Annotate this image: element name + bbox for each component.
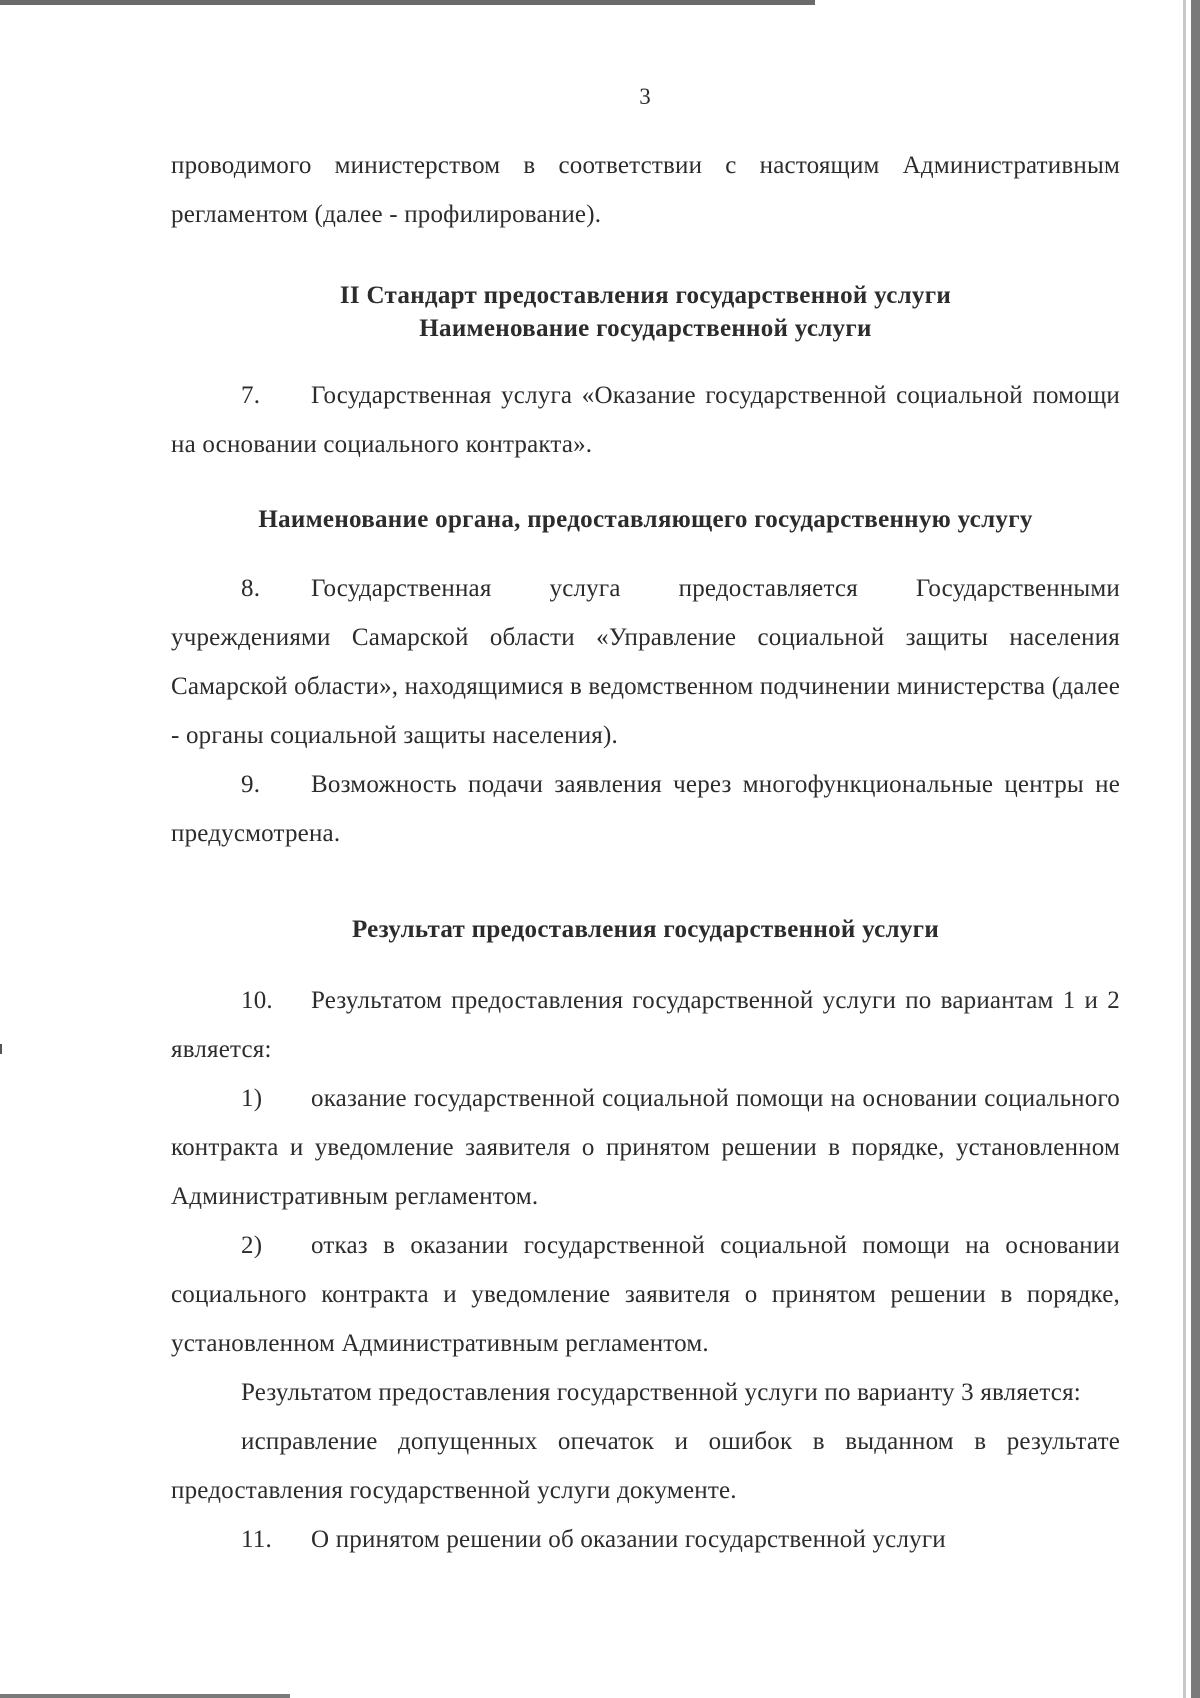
paragraph-continuation: проводимого министерством в соответствии с настоящим Административным регламентом (далее - профилирование). bbox=[171, 152, 1120, 228]
section-subheading: Наименование государственной услуги bbox=[419, 315, 872, 342]
item-text: Возможность подачи заявления через многофункциональные центры не предусмотрена. bbox=[171, 771, 1120, 847]
item-7 bbox=[171, 371, 1120, 469]
page-number: 3 bbox=[639, 84, 651, 109]
item-number: 10. bbox=[241, 987, 273, 1014]
item-10 bbox=[171, 976, 1120, 1074]
item-text: Результатом предоставления государственной услуги по вариантам 1 и 2 является: bbox=[171, 987, 1120, 1063]
item-text: Государственная услуга предоставляется Государственными учреждениями Самарской области «Управление социальной защиты населения Самарской области», находящимися в ведомственном подчинении министерства (далее - органы социальной защиты населения). bbox=[171, 575, 1120, 749]
subitem-text: отказ в оказании государственной социальной помощи на основании социального контракта и уведомление заявителя о принятом решении в порядке, установленном Административным регламентом. bbox=[171, 1232, 1120, 1357]
scan-edge-right bbox=[1191, 0, 1200, 1698]
result-variant-3: Результатом предоставления государственной услуги по варианту 3 является: bbox=[241, 1379, 1081, 1406]
scan-edge-right-inner bbox=[1183, 0, 1186, 1698]
item-text: Государственная услуга «Оказание государственной социальной помощи на основании социального контракта». bbox=[171, 382, 1120, 458]
item-number: 7. bbox=[241, 382, 261, 409]
correction-paragraph: исправление допущенных опечаток и ошибок в выданном в результате предоставления государственной услуги документе. bbox=[171, 1428, 1120, 1504]
subitem-number: 1) bbox=[241, 1085, 263, 1112]
item-8 bbox=[171, 564, 1120, 760]
margin-mark bbox=[0, 1044, 2, 1054]
item-9 bbox=[171, 760, 1120, 858]
scan-edge-top bbox=[0, 0, 815, 5]
heading-service-body: Наименование органа, предоставляющего государственную услугу bbox=[258, 506, 1033, 533]
item-text: О принятом решении об оказании государственной услуги bbox=[311, 1526, 946, 1553]
heading-result: Результат предоставления государственной услуги bbox=[351, 916, 940, 943]
section-heading: II Стандарт предоставления государственной услуги bbox=[339, 282, 952, 309]
subitem-1 bbox=[171, 1074, 1120, 1221]
subitem-text: оказание государственной социальной помощи на основании социального контракта и уведомление заявителя о принятом решении в порядке, установленном Административным регламентом. bbox=[171, 1085, 1120, 1210]
scan-edge-bottom bbox=[0, 1694, 290, 1698]
item-number: 11. bbox=[241, 1526, 272, 1553]
item-number: 8. bbox=[241, 575, 261, 602]
subitem-2 bbox=[171, 1221, 1120, 1368]
subitem-number: 2) bbox=[241, 1232, 263, 1259]
document-body bbox=[171, 141, 1120, 1564]
item-11 bbox=[171, 1515, 1120, 1564]
item-number: 9. bbox=[241, 771, 261, 798]
